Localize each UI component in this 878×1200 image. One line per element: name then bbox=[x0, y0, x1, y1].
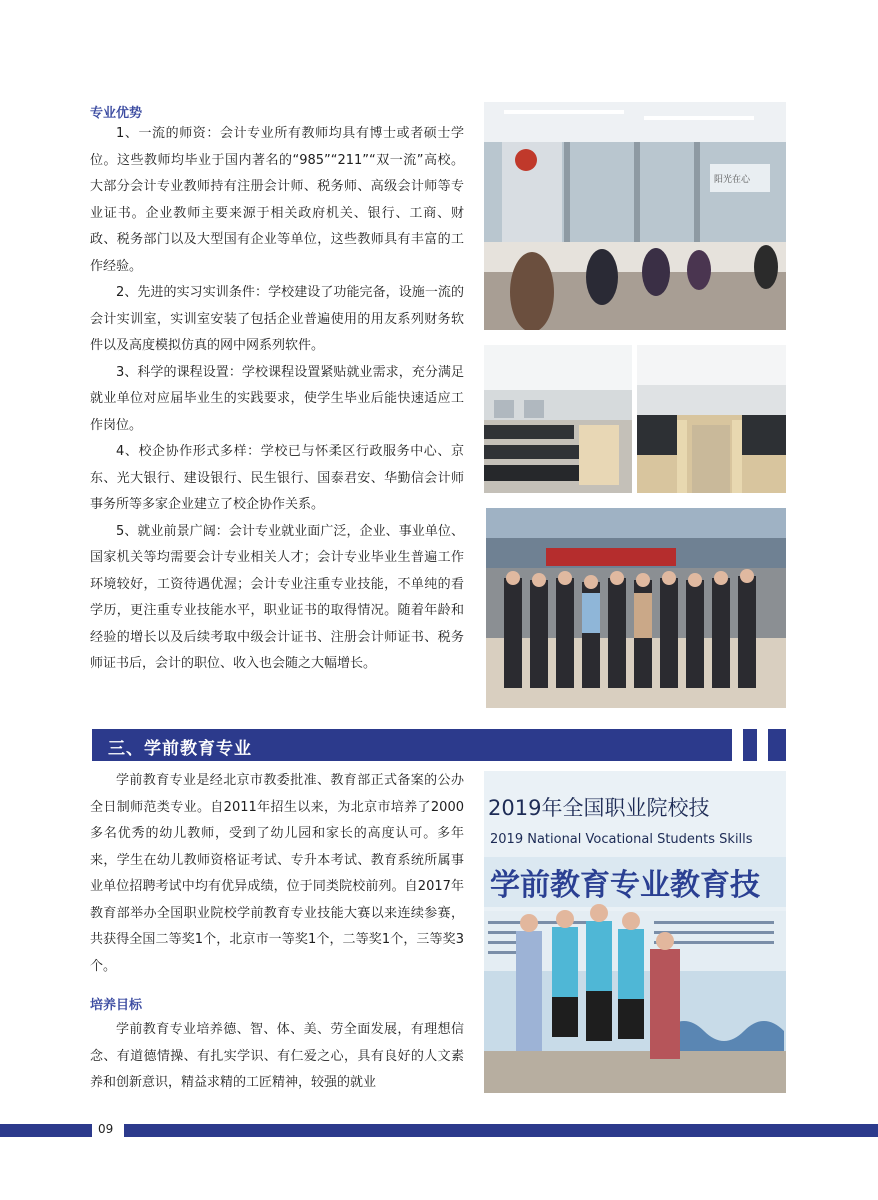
banner-subtitle: 学前教育专业教育技 bbox=[490, 868, 760, 903]
banner-title-cn: 2019年全国职业院校技 bbox=[488, 796, 710, 820]
paragraph: 1、一流的师资：会计专业所有教师均具有博士或者硕士学位。这些教师均毕业于国内著名的“985”“211”“双一流”高校。大部分会计专业教师持有注册会计师、税务师、高级会计师等专业证书。企业教师主要来源于相关政府机关、银行、工商、财政、税务部门以及大型国有企业等单位，这些教师具有丰富的工作经验。 bbox=[90, 126, 464, 274]
paragraph: 4、校企协作形式多样：学校已与怀柔区行政服务中心、京东、光大银行、建设银行、民生银行、国泰君安、华勤信会计师事务所等多家企业建立了校企协作关系。 bbox=[90, 444, 464, 512]
section-heading-goals: 培养目标 bbox=[90, 998, 143, 1013]
photo-training-room-2 bbox=[637, 345, 786, 493]
photo-group-outdoor bbox=[486, 508, 786, 708]
footer-bar-left bbox=[0, 1124, 92, 1137]
section-title-bar bbox=[92, 729, 732, 761]
hall-sign-text: 阳光在心 bbox=[714, 175, 751, 185]
paragraph: 3、科学的课程设置：学校课程设置紧贴就业需求，充分满足就业单位对应届毕业生的实践要求，使学生毕业后能快速适应工作岗位。 bbox=[90, 364, 464, 433]
paragraph: 学前教育专业培养德、智、体、美、劳全面发展，有理想信念、有道德情操、有扎实学识、有仁爱之心，具有良好的人文素养和创新意识，精益求精的工匠精神，较强的就业 bbox=[90, 1022, 464, 1090]
paragraph: 2、先进的实习实训条件：学校建设了功能完备，设施一流的会计实训室，实训室安装了包括企业普遍使用的用友系列财务软件以及高度模拟仿真的网中网系列软件。 bbox=[90, 285, 464, 353]
section-title: 三、学前教育专业 bbox=[108, 739, 252, 759]
goals-text bbox=[90, 1017, 464, 1097]
section-heading-advantages: 专业优势 bbox=[90, 106, 143, 121]
paragraph: 学前教育专业是经北京市教委批准、教育部正式备案的公办全日制师范类专业。自2011年招生以来，为北京市培养了2000多名优秀的幼儿教师，受到了幼儿园和家长的高度认可。多年来，学生在幼儿教师资格证考试、专升本考试、教育系统所属事业单位招聘考试中均有优异成绩，位于同类院校前列。自2017年教育部举办全国职业院校学前教育专业技能大赛以来连续参赛，共获得全国二等奖1个，北京市一等奖1个，二等奖1个，三等奖3个。 bbox=[90, 773, 464, 974]
section-bar-block bbox=[768, 729, 786, 761]
section-bar-block bbox=[743, 729, 757, 761]
photo-training-room-1 bbox=[484, 345, 632, 493]
footer-bar-right bbox=[124, 1124, 878, 1137]
preschool-intro bbox=[90, 768, 464, 980]
paragraph: 5、就业前景广阔：会计专业就业面广泛，企业、事业单位、国家机关等均需要会计专业相关人才；会计专业毕业生普遍工作环境较好，工资待遇优渥；会计专业注重专业技能，不单纯的看学历，更注重专业技能水平，职业证书的取得情况。随着年龄和经验的增长以及后续考取中级会计证书、注册会计师证书、税务师证书后，会计的职位、收入也会随之大幅增长。 bbox=[90, 523, 464, 671]
advantages-text bbox=[90, 121, 464, 678]
photo-service-hall bbox=[484, 102, 786, 330]
page-number: 09 bbox=[98, 1122, 114, 1136]
photo-competition-banner bbox=[484, 771, 786, 1093]
banner-title-en: 2019 National Vocational Students Skills bbox=[490, 832, 753, 847]
